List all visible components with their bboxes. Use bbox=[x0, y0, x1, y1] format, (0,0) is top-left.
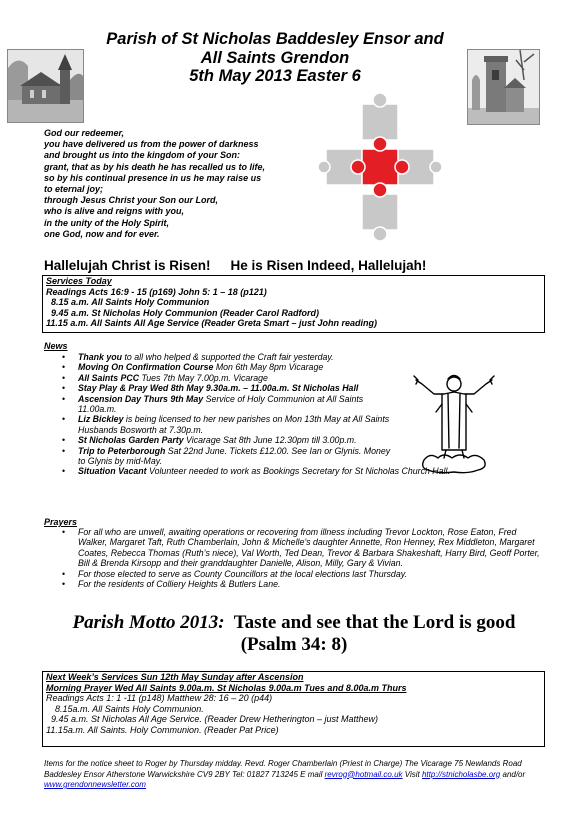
risen-christ-drawing-icon bbox=[412, 368, 496, 478]
website-link-grendon[interactable]: www.grendonnewsletter.com bbox=[44, 780, 146, 789]
service-line: 9.45 a.m. St Nicholas Holy Communion (Reader Carol Radford) bbox=[51, 307, 320, 318]
footer-visit: Visit bbox=[402, 769, 420, 779]
title-line-2: All Saints Grendon bbox=[200, 48, 350, 67]
prayer-item: • For all who are unwell, awaiting operations or recovering from illness including Trevor Lockton, Rose Eaton, Fred Walker, Margaret Taft, Ruth Chamberlain, John & Michelle’s daughter Annette, Ron Henney, Rex Middleton, Margaret Coates, Rebecca Thomas (Ruth’s niece), Val Worth, Ted Dean, Trevor & Barbara Shakeshaft, Harry Bird, Geoff Porter, Bill & Brenda Kirsopp and their granddaughter Danielle, Alison, Milly, Gary & Vivian. bbox=[62, 527, 542, 569]
services-today-heading: Services Today bbox=[46, 276, 112, 286]
next-week-service: 9.45 a.m. St Nicholas All Age Service. (Reader Drew Hetherington – just Matthew) bbox=[51, 714, 378, 724]
next-week-heading: Next Week’s Services Sun 12th May Sunday after Ascension bbox=[46, 672, 304, 682]
collect-line: you have delivered us from the power of darkness bbox=[44, 139, 259, 150]
news-item: • Situation Vacant Volunteer needed to work as Bookings Secretary for St Nicholas Church Hall. bbox=[62, 466, 517, 476]
prayer-item: • For the residents of Colliery Heights & Butlers Lane. bbox=[62, 579, 542, 589]
news-item: • Thank you to all who helped & supported the Craft fair yesterday. bbox=[62, 352, 517, 362]
news-item: • Stay Play & Pray Wed 8th May 9.30a.m. – 11.00a.m. St Nicholas Hall bbox=[62, 383, 398, 393]
church-tower-photo-icon bbox=[468, 50, 539, 124]
next-week-service: 11.15a.m. All Saints. Holy Communion. (Reader Pat Price) bbox=[46, 724, 279, 735]
collect-line: to eternal joy; bbox=[44, 184, 104, 195]
collect-prayer bbox=[44, 128, 314, 240]
title-line-1: Parish of St Nicholas Baddesley Ensor and bbox=[106, 30, 444, 48]
service-line: 11.15 a.m. All Saints All Age Service (Reader Greta Smart – just John reading) bbox=[46, 318, 377, 328]
church-photo bbox=[7, 49, 84, 123]
news-item: • All Saints PCC Tues 7th May 7.00p.m. Vicarage bbox=[62, 373, 517, 383]
motto-label: Parish Motto 2013: bbox=[72, 612, 225, 633]
footer-and-or: and/or bbox=[500, 769, 526, 779]
news-heading: News bbox=[44, 341, 68, 351]
footer-text: Items for the notice sheet to Roger by Thursday midday. Revd. Roger Chamberlain (Priest in Charge) The Vicarage 75 Newlands Road Baddesley Ensor Atherstone Warwickshire CV9 2BY Tel: 01827 713245 E mail bbox=[44, 759, 522, 779]
morning-prayer-line: Morning Prayer Wed All Saints 9.00a.m. St Nicholas 9.00a.m Tues and 8.00a.m Thurs bbox=[46, 682, 407, 693]
motto-text: Taste and see that the Lord is good (Psalm 34: 8) bbox=[233, 612, 516, 655]
service-line: 8.15 a.m. All Saints Holy Communion bbox=[51, 297, 210, 307]
next-week-services-box bbox=[42, 671, 545, 747]
prayers-list bbox=[62, 527, 542, 589]
website-link-stnicholas[interactable]: http://stnicholasbe.org bbox=[421, 769, 501, 779]
services-today-box bbox=[42, 275, 545, 333]
hallelujah-line bbox=[44, 258, 544, 273]
news-item: • Liz Bickley is being licensed to her new parishes on Mon 13th May at All Saints Husbands Bosworth at 7.30p.m. bbox=[62, 414, 398, 435]
church-photo-icon bbox=[8, 50, 83, 122]
news-item: • Moving On Confirmation Course Mon 6th May 8pm Vicarage bbox=[62, 362, 517, 372]
next-week-service: 8.15a.m. All Saints Holy Communion. bbox=[55, 703, 204, 714]
hallelujah-right: He is Risen Indeed, Hallelujah! bbox=[230, 258, 427, 273]
jigsaw-cross-icon bbox=[318, 92, 442, 242]
prayer-item: • For those elected to serve as County Councillors at the local elections last Thursday. bbox=[62, 569, 542, 579]
email-link[interactable]: revrog@hotmail.co.uk bbox=[324, 769, 403, 779]
prayers-heading: Prayers bbox=[44, 517, 78, 527]
footer-notice bbox=[44, 759, 544, 791]
news-item: • Trip to Peterborough Sat 22nd June. Tickets £12.00. See Ian or Glynis. Money to Glynis by mid-May. bbox=[62, 446, 398, 467]
services-today-readings: Readings Acts 16:9 - 15 (p169) John 5: 1 – 18 (p121) bbox=[46, 286, 267, 297]
collect-line: and brought us into the kingdom of your Son: bbox=[44, 150, 240, 161]
news-item: • St Nicholas Garden Party Vicarage Sat 8th June 12.30pm till 3.00p.m. bbox=[62, 435, 398, 445]
collect-line: who is alive and reigns with you, bbox=[44, 206, 185, 217]
parish-motto bbox=[44, 612, 544, 656]
news-item: • Ascension Day Thurs 9th May Service of Holy Communion at All Saints 11.00a.m. bbox=[62, 394, 398, 415]
collect-line: grant, that as by his death he has recalled us to life, bbox=[44, 161, 266, 172]
collect-line: so by his continual presence in us he may raise us bbox=[44, 172, 262, 183]
collect-line: through Jesus Christ your Son our Lord, bbox=[44, 195, 219, 206]
church-tower-photo bbox=[467, 49, 540, 125]
page-title bbox=[80, 30, 470, 86]
collect-line: one God, now and for ever. bbox=[44, 228, 160, 239]
collect-line: God our redeemer, bbox=[44, 128, 125, 138]
hallelujah-left: Hallelujah Christ is Risen! bbox=[44, 258, 211, 273]
next-week-readings: Readings Acts 1: 1 -11 (p148) Matthew 28: 16 – 20 (p44) bbox=[46, 693, 273, 703]
title-line-3: 5th May 2013 Easter 6 bbox=[189, 67, 361, 85]
collect-line: in the unity of the Holy Spirit, bbox=[44, 217, 169, 228]
